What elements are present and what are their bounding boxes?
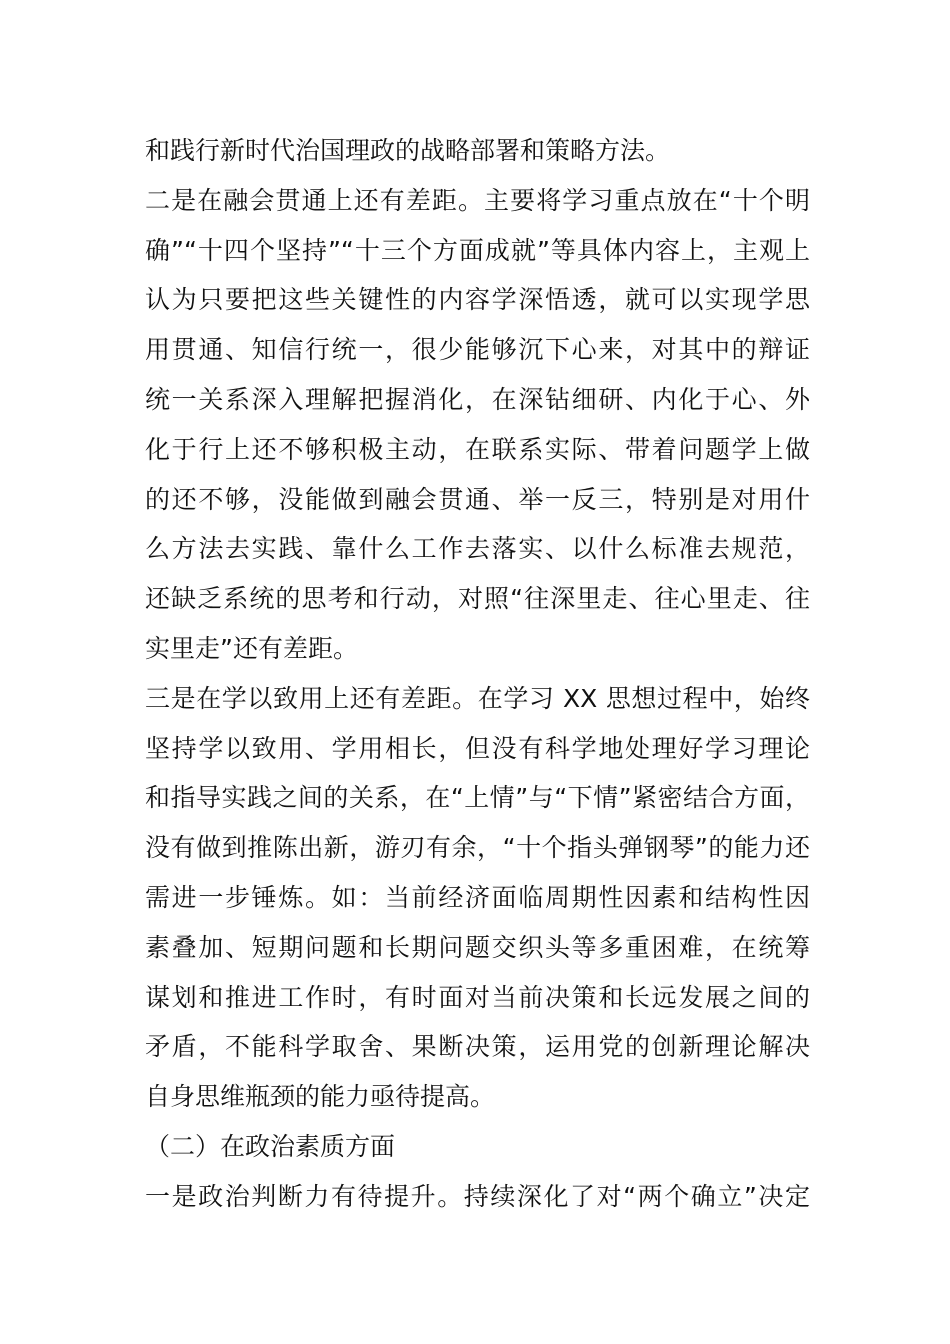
text-line: 没有做到推陈出新，游刃有余，“十个指头弹钢琴”的能力还 bbox=[145, 833, 810, 863]
text-line: 坚持学以致用、学用相长，但没有科学地处理好学习理论 bbox=[145, 733, 810, 763]
text-line: 三是在学以致用上还有差距。在学习 XX 思想过程中，始终 bbox=[145, 683, 810, 713]
text-line: 用贯通、知信行统一，很少能够沉下心来，对其中的辩证 bbox=[145, 335, 810, 365]
text-line: 素叠加、短期问题和长期问题交织头等多重困难，在统筹 bbox=[145, 932, 810, 962]
body-text bbox=[145, 126, 810, 1222]
text-line: 和践行新时代治国理政的战略部署和策略方法。 bbox=[145, 136, 671, 165]
text-line: 和指导实践之间的关系，在“上情”与“下情”紧密结合方面， bbox=[145, 783, 810, 813]
text-line: 确”“十四个坚持”“十三个方面成就”等具体内容上，主观上 bbox=[145, 235, 810, 265]
text-line: 还缺乏系统的思考和行动，对照“往深里走、往心里走、往 bbox=[145, 584, 810, 614]
section-heading: （二）在政治素质方面 bbox=[145, 1131, 396, 1161]
text-line: 认为只要把这些关键性的内容学深悟透，就可以实现学思 bbox=[145, 285, 810, 315]
text-line: 化于行上还不够积极主动，在联系实际、带着问题学上做 bbox=[145, 434, 810, 464]
text-line: 自身思维瓶颈的能力亟待提高。 bbox=[145, 1082, 496, 1112]
text-line: 需进一步锤炼。如：当前经济面临周期性因素和结构性因 bbox=[145, 882, 810, 912]
text-line: 二是在融会贯通上还有差距。主要将学习重点放在“十个明 bbox=[145, 185, 810, 215]
text-line: 矛盾，不能科学取舍、果断决策，运用党的创新理论解决 bbox=[145, 1032, 810, 1062]
text-line: 统一关系深入理解把握消化，在深钻细研、内化于心、外 bbox=[145, 384, 810, 414]
text-line: 的还不够，没能做到融会贯通、举一反三，特别是对用什 bbox=[145, 484, 810, 514]
text-line: 一是政治判断力有待提升。持续深化了对“两个确立”决定 bbox=[145, 1181, 810, 1211]
text-line: 谋划和推进工作时，有时面对当前决策和长远发展之间的 bbox=[145, 982, 810, 1012]
text-line: 实里走”还有差距。 bbox=[145, 633, 358, 663]
text-line: 么方法去实践、靠什么工作去落实、以什么标准去规范， bbox=[145, 534, 810, 564]
